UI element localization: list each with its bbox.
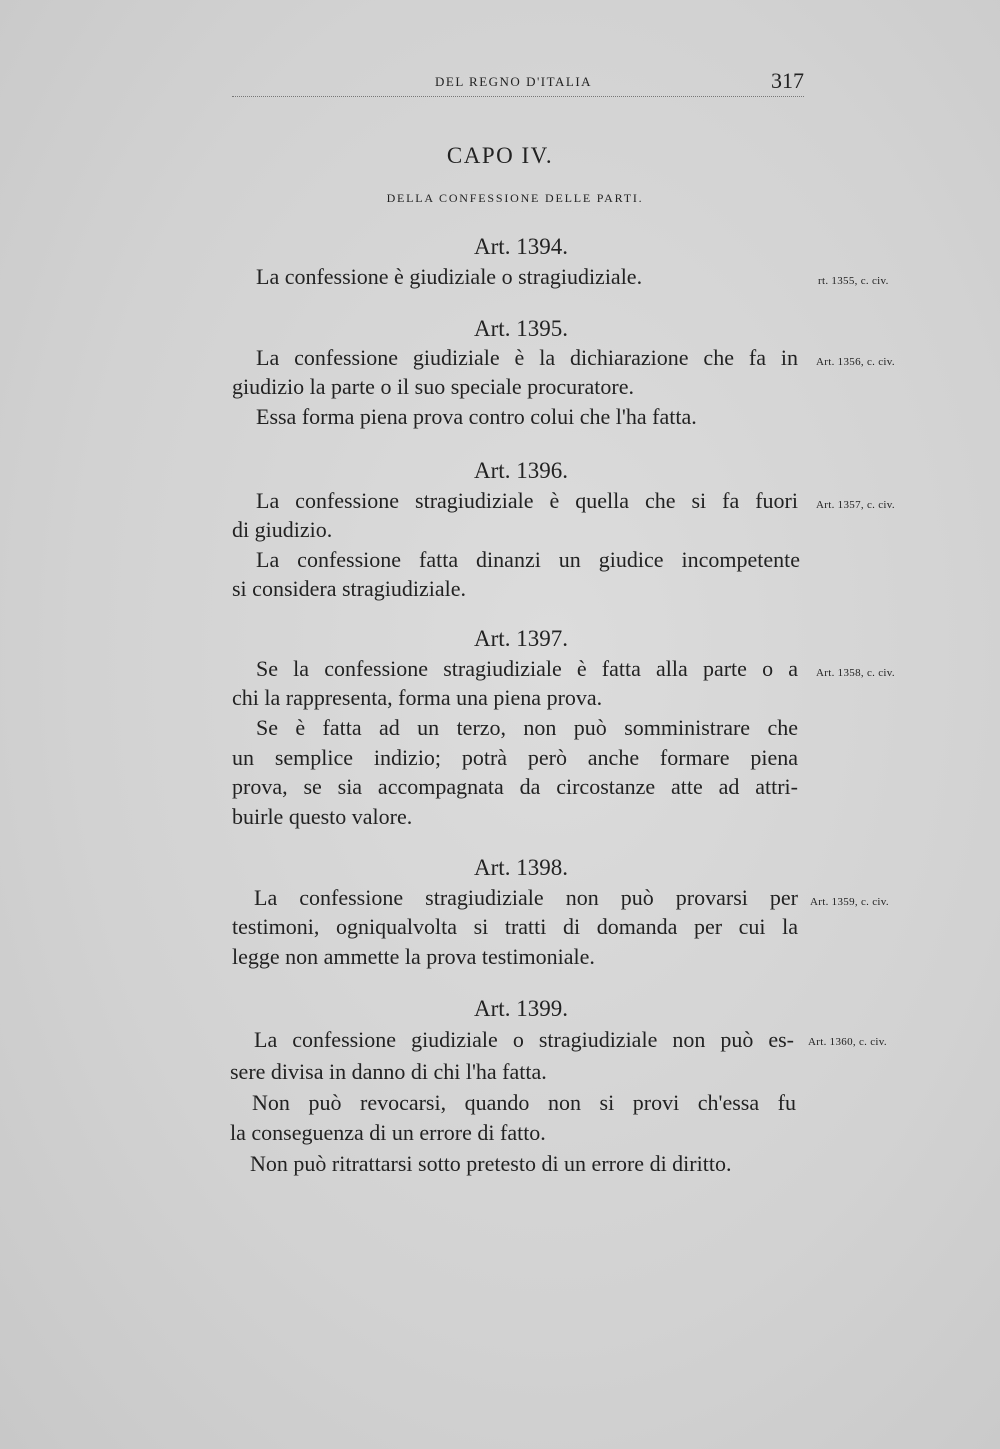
article-heading: Art. 1399. [474, 996, 568, 1021]
page-number: 317 [771, 68, 804, 93]
margin-note: Art. 1357, c. civ. [816, 499, 895, 511]
article-text-line: testimoni, ogniqualvolta si tratti di domanda per cui la [232, 914, 798, 939]
margin-note: Art. 1356, c. civ. [816, 356, 895, 368]
chapter-subtitle: DELLA CONFESSIONE DELLE PARTI. [386, 191, 644, 205]
article-text-line: Non può revocarsi, quando non si provi ch'essa fu [252, 1090, 796, 1115]
article-text-line: La confessione è giudiziale o stragiudiziale. [256, 264, 643, 289]
article-text-line: la conseguenza di un errore di fatto. [230, 1120, 546, 1145]
article-text-line: La confessione giudiziale è la dichiarazione che fa in [256, 345, 798, 370]
running-head-title: DEL REGNO D'ITALIA [435, 74, 593, 89]
margin-note: Art. 1358, c. civ. [816, 667, 895, 679]
chapter-title: CAPO IV. [446, 143, 554, 168]
article-text-line: sere divisa in danno di chi l'ha fatta. [230, 1059, 547, 1084]
article-text-line: legge non ammette la prova testimoniale. [232, 944, 595, 969]
article-text-line: Essa forma piena prova contro colui che l'ha fatta. [256, 404, 697, 429]
article-text-line: La confessione stragiudiziale è quella che si fa fuori [256, 488, 798, 513]
article-heading: Art. 1397. [474, 626, 568, 651]
article-text-line: Non può ritrattarsi sotto pretesto di un errore di diritto. [250, 1151, 732, 1176]
article-text-line: giudizio la parte o il suo speciale procuratore. [232, 374, 634, 399]
margin-note: Art. 1359, c. civ. [810, 896, 889, 908]
article-text-line: La confessione fatta dinanzi un giudice incompetente [256, 547, 800, 572]
article-heading: Art. 1395. [474, 316, 568, 341]
article-text-line: La confessione stragiudiziale non può provarsi per [254, 885, 798, 910]
article-heading: Art. 1398. [474, 855, 568, 880]
article-text-line: di giudizio. [232, 517, 333, 542]
running-head [232, 70, 804, 97]
article-text-line: prova, se sia accompagnata da circostanze atte ad attri- [232, 774, 798, 799]
article-text-line: Se è fatta ad un terzo, non può somministrare che [256, 715, 798, 740]
article-heading: Art. 1396. [474, 458, 568, 483]
article-text-line: La confessione giudiziale o stragiudiziale non può es- [254, 1027, 794, 1052]
article-text-line: chi la rappresenta, forma una piena prova. [232, 685, 603, 710]
margin-note: rt. 1355, c. civ. [818, 275, 889, 287]
margin-note: Art. 1360, c. civ. [808, 1036, 887, 1048]
article-heading: Art. 1394. [474, 234, 568, 259]
article-text-line: Se la confessione stragiudiziale è fatta alla parte o a [256, 656, 798, 681]
article-text-line: buirle questo valore. [232, 804, 413, 829]
article-text-line: un semplice indizio; potrà però anche formare piena [232, 745, 798, 770]
article-text-line: si considera stragiudiziale. [232, 576, 466, 601]
